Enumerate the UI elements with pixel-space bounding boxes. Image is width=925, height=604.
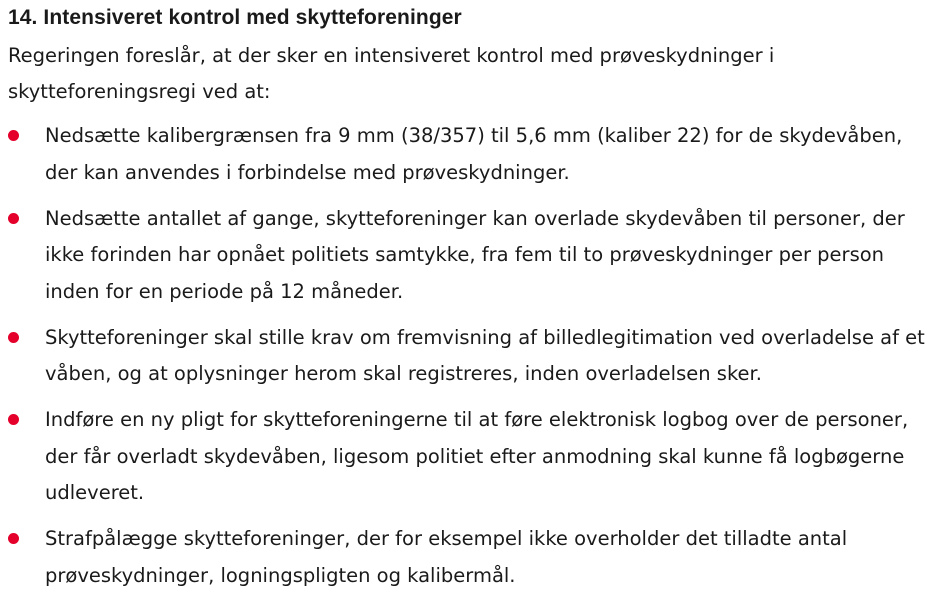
bullet-icon <box>8 414 19 425</box>
bullet-list <box>8 118 925 594</box>
section-heading: 14. Intensiveret kontrol med skytteforeninger <box>8 6 462 29</box>
list-item-text: Nedsætte antallet af gange, skytteforeninger kan overlade skydevåben til personer, der ikke forinden har opnået politiets samtykke, fra fem til to prøveskydninger per person inden for en periode på 12 måneder. <box>45 206 905 303</box>
intro-paragraph: Regeringen foreslår, at der sker en intensiveret kontrol med prøveskydninger i skytteforeningsregi ved at: <box>8 44 775 103</box>
list-item-text: Indføre en ny pligt for skytteforeningerne til at føre elektronisk logbog over de personer, der får overladt skydevåben, ligesom politiet efter anmodning skal kunne få logbøgerne udleveret. <box>45 408 909 504</box>
bullet-icon <box>8 533 19 544</box>
list-item <box>8 521 925 594</box>
list-item <box>8 118 925 191</box>
list-item-text: Strafpålægge skytteforeninger, der for eksempel ikke overholder det tilladte antal prøveskydninger, logningspligten og kalibermål. <box>45 527 848 587</box>
list-item-text: Skytteforeninger skal stille krav om fremvisning af billedlegitimation ved overladelse af et våben, og at oplysninger herom skal registreres, inden overladelsen sker. <box>45 325 925 385</box>
bullet-icon <box>8 130 19 141</box>
bullet-icon <box>8 332 19 343</box>
list-item <box>8 201 925 311</box>
bullet-icon <box>8 213 19 224</box>
list-item <box>8 402 925 512</box>
list-item <box>8 320 925 393</box>
list-item-text: Nedsætte kalibergrænsen fra 9 mm (38/357) til 5,6 mm (kaliber 22) for de skydevåben, der kan anvendes i forbindelse med prøveskydninger. <box>45 124 903 184</box>
